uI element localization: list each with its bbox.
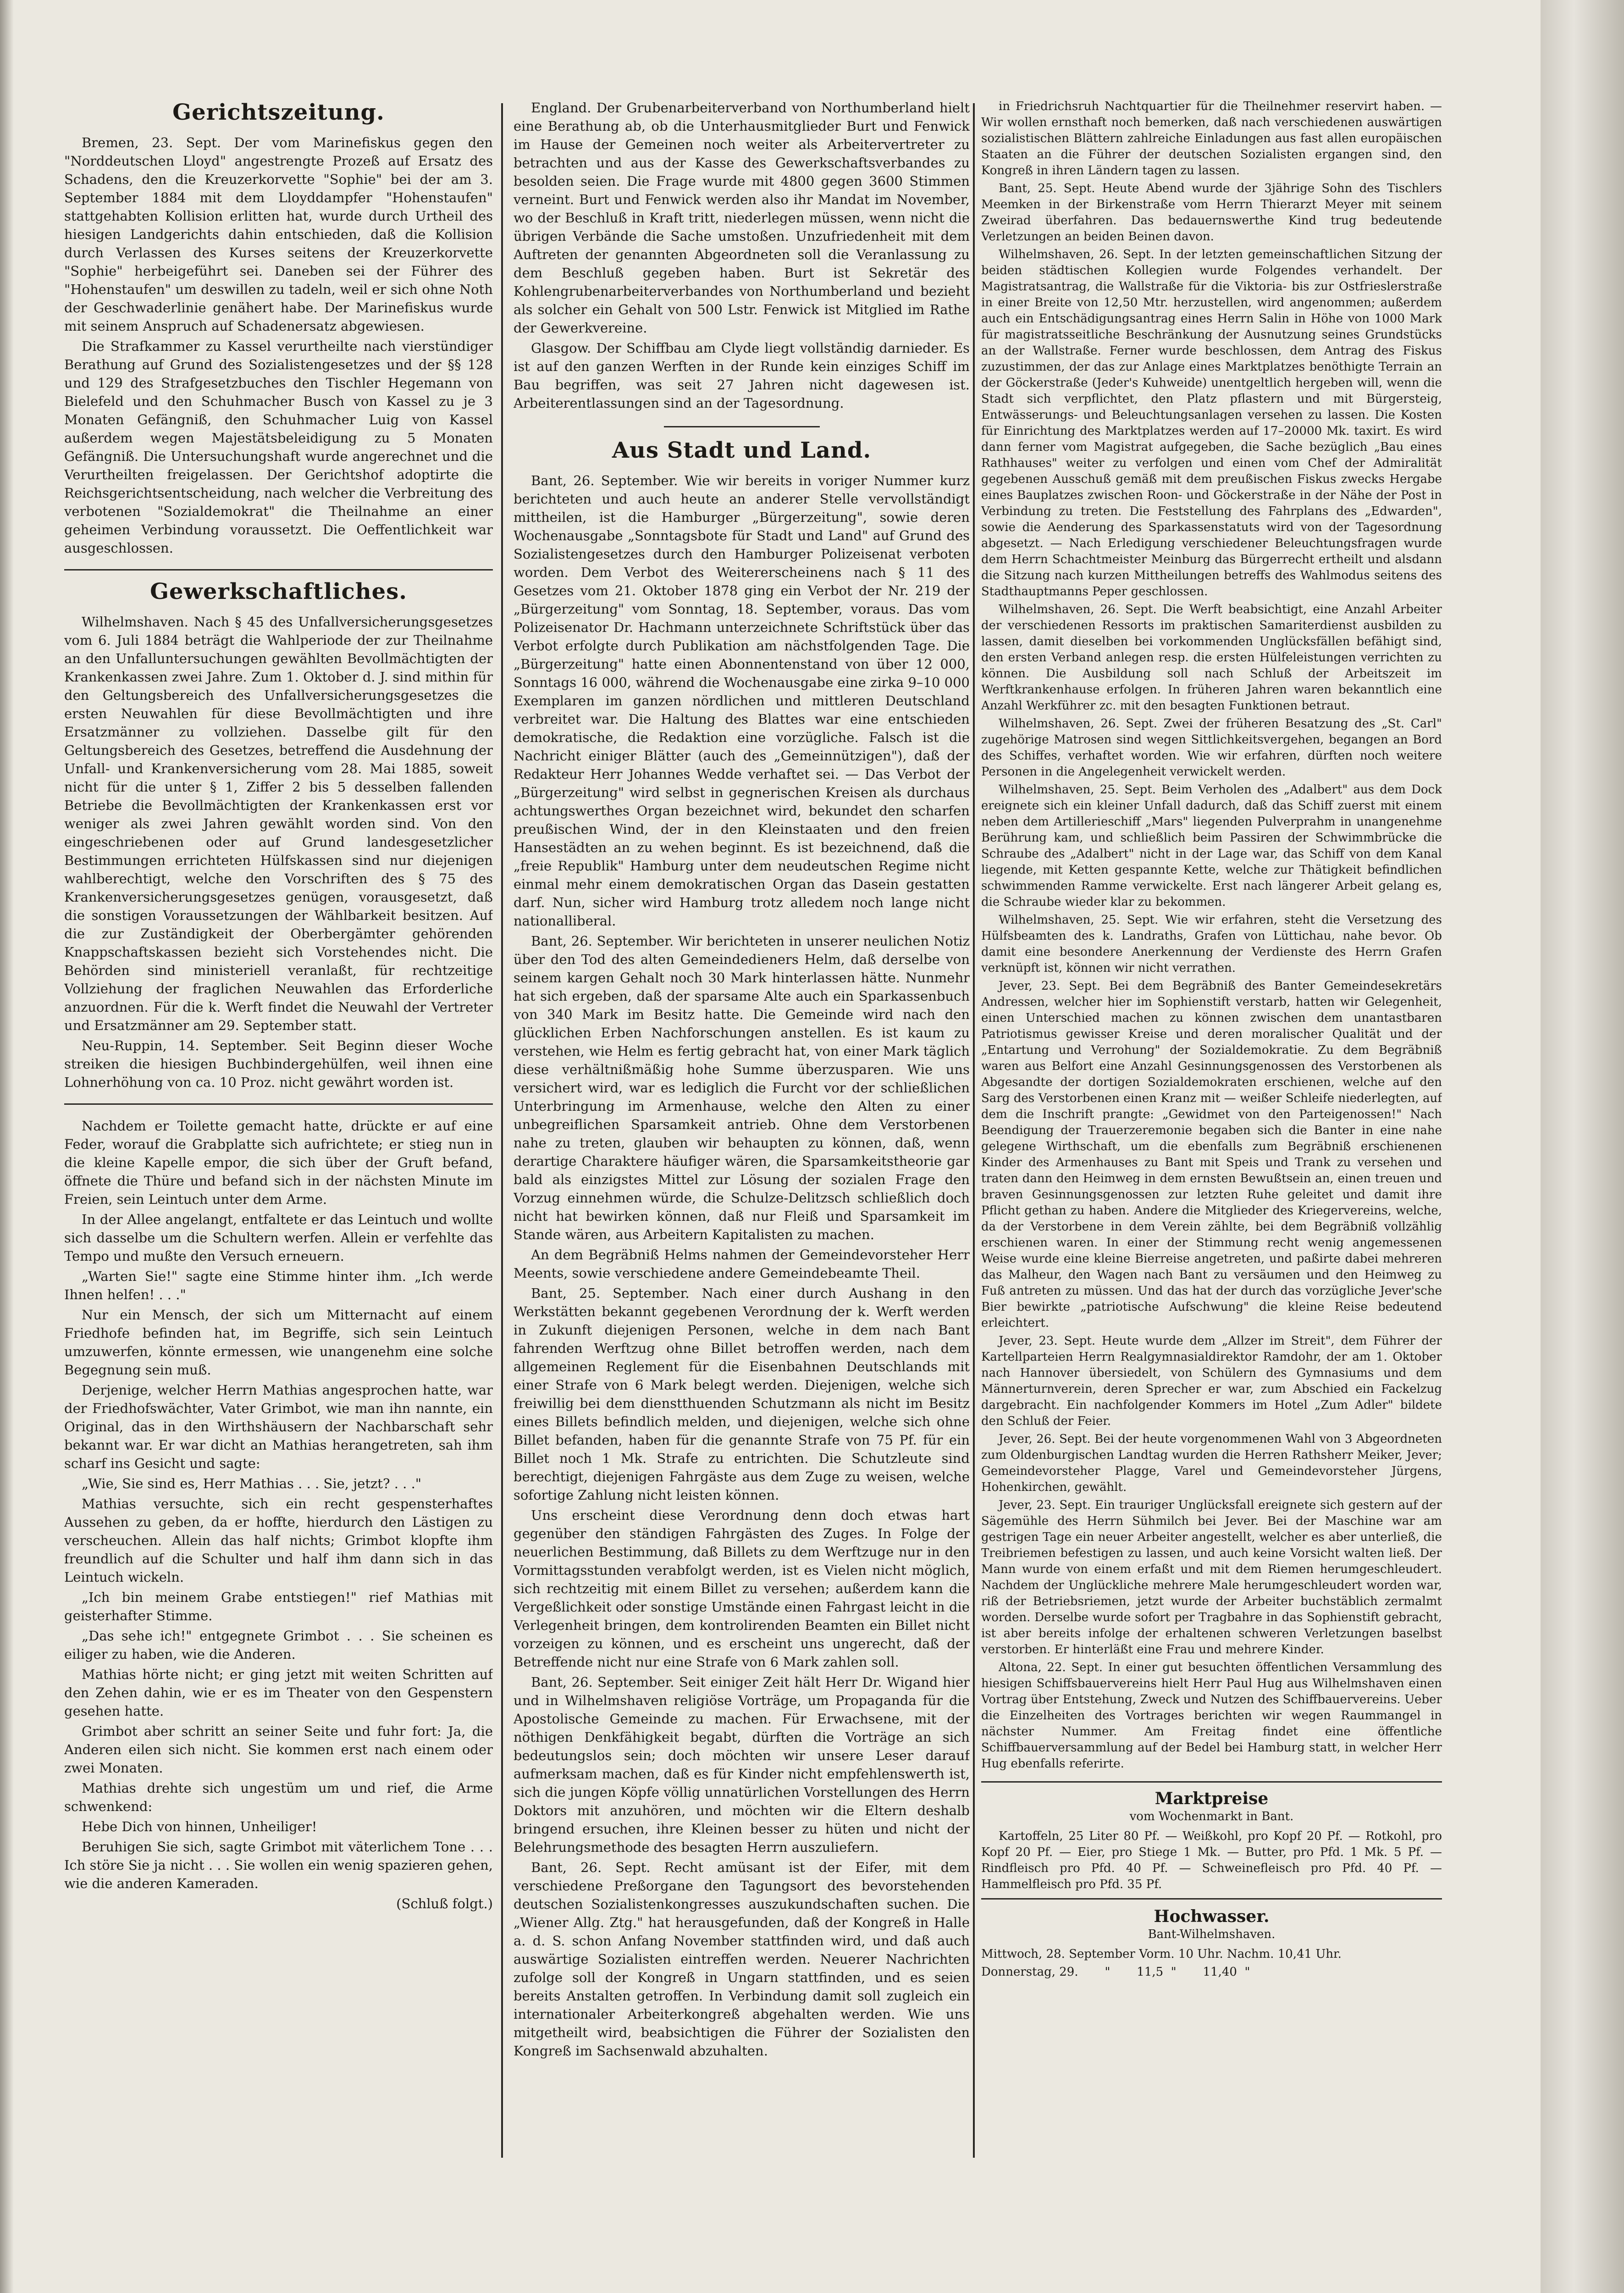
high-tide-box	[981, 1909, 1442, 1980]
divider	[664, 426, 820, 427]
article-local: Bant, 26. September. Wie wir bereits in voriger Nummer kurz berichteten und auch heute an anderer Stelle vervollständigt mittheilen, ist die Hamburger „Bürgerzeitung", sowie deren Wochenausgabe „Sonntagsbote für Stadt und Land" auf Grund des Sozialistengesetzes durch den Hamburger Polizeisenat verboten worden. Dem Verbot des Weitererscheinens nach § 11 des Gesetzes vom 21. Oktober 1878 ging ein Verbot der Nr. 219 der „Bürgerzeitung" vom Sonntag, 18. September, voraus. Das vom Polizeisenator Dr. Hachmann unterzeichnete Schriftstück über das Verbot erfolgte durch Publikation am nächstfolgenden Tage. Die „Bürgerzeitung" hatte einen Abonnentenstand von über 12 000, Sonntags 16 000, während die Wochenausgabe eine zirka 9–10 000 Exemplaren im ganzen nördlichen und mittleren Deutschland verbreitet war. Die Haltung des Blattes war eine entschieden demokratische, die Redaktion eine vorzügliche. Falsch ist die Nachricht einiger Blätter (auch des „Gemeinnützigen"), daß der Redakteur Herr Johannes Wedde verhaftet sei. — Das Verbot der „Bürgerzeitung" wird selbst in gegnerischen Kreisen als durchaus achtungswerthes Organ bezeichnet wird, bekundet den scharfen preußischen Wind, der in den Kleinstaaten und den freien Hansestädten an zu wehen beginnt. Es ist bezeichnend, daß die „freie Republik" Hamburg unter dem neudeutschen Regime nicht einmal mehr einem demokratischen Organ das Dasein gestatten darf. Nun, sicher wird Hamburg trotz alledem noch lange nicht nationalliberal.	[514, 473, 970, 929]
article-local: Jever, 26. Sept. Bei der heute vorgenommenen Wahl von 3 Abgeordneten zum Oldenburgischen Landtag wurden die Herren Rathsherr Meiker, Jever; Gemeindevorsteher Plagge, Varel und Gemeindevorsteher Jürgens, Hohenkirchen, gewählt.	[981, 1432, 1442, 1494]
feuilleton-novel	[64, 1117, 493, 1913]
page-edge	[1541, 0, 1624, 2293]
column-rule	[501, 103, 503, 2158]
novel-paragraph: „Wie, Sie sind es, Herr Mathias . . . Sie, jetzt? . . ."	[82, 1476, 422, 1491]
column-left	[64, 99, 493, 2254]
article-local: Jever, 23. Sept. Heute wurde dem „Allzer im Streit", dem Führer der Kartellparteien Herrn Realgymnasialdirektor Ramdohr, der am 1. Oktober nach Hannover übersiedelt, von Schülern des Gymnasiums und dem Männerturnverein, deren Sprecher er war, zum Abschied ein Fackelzug dargebracht. Ein nachfolgender Kommers im Hotel „Zum Adler" bildete den Schluß der Feier.	[981, 1334, 1442, 1428]
article-local: in Friedrichsruh Nachtquartier für die Theilnehmer reservirt haben. — Wir wollen ernsthaft noch bemerken, daß nach verschiedenen auswärtigen sozialistischen Blättern zahlreiche Einladungen aus fast allen europäischen Staaten an die Führer der deutschen Sozialisten ergangen sind, den Kongreß in ihren Ländern tagen zu lassen.	[981, 100, 1442, 177]
high-tide-subheading: Bant-Wilhelmshaven.	[1148, 1927, 1276, 1941]
section-heading-local: Aus Stadt und Land.	[612, 438, 872, 463]
novel-paragraph: Mathias hörte nicht; er ging jetzt mit weiten Schritten auf den Zehen dahin, wie er es im Theater von den Gespenstern gesehen hatte.	[64, 1667, 493, 1719]
article-local: Jever, 23. Sept. Bei dem Begräbniß des Banter Gemeindesekretärs Andressen, welcher hier im Sophienstift verstarb, hatten wir Gelegenheit, einen Unterschied machen zu können zwischen dem unantastbaren Patriotismus gewisser Kreise und deren moralischer Qualität und der „Entartung und Verrohung" der Sozialdemokratie. Zu dem Begräbniß waren aus Belfort eine Anzahl Gesinnungsgenossen des Verstorbenen als Abgesandte der dortigen Sozialdemokraten erschienen, welche auf den Sarg des Verstorbenen einen Kranz mit — weißer Schleife niederlegten, auf dem die Inschrift prangte: „Gewidmet von den Parteigenossen!" Nach Beendigung der Trauerzeremonie begaben sich die Banter in eine nahe gelegene Wirthschaft, um die ebenfalls zum Begräbniß erschienenen Kinder des Armenhauses zu Bant mit Speis und Trank zu versehen und traten dann den Heimweg in dem ernsten Bewußtsein an, einen treuen und braven Gesinnungsgenossen zur letzten Ruhe geleitet und damit ihre Pflicht gethan zu haben. Andere die Mitglieder des Kriegervereins, welche, da der Verstorbene in dem Verein zählte, bei dem Begräbniß vollzählig erschienen waren. In einer der Stimmung recht wenig angemessenen Weise wurde eine kleine Bierreise angetreten, und paßirte dabei mehreren das Malheur, den Wagen nach Bant zu versäumen und den Heimweg zu Fuß antreten zu müssen. Und das hat der durch das vorzügliche Jever'sche Bier bewirkte „patriotische Aufschwung" die kleine Reise bedeutend erleichtert.	[981, 979, 1442, 1330]
market-prices-subheading: vom Wochenmarkt in Bant.	[1129, 1810, 1294, 1823]
market-prices-heading: Marktpreise	[1154, 1789, 1269, 1808]
article-local: Wilhelmshaven, 26. Sept. In der letzten gemeinschaftlichen Sitzung der beiden städtischen Kollegien wurde Folgendes verhandelt. Der Magistratsantrag, die Wallstraße für die Viktoria- bis zur Ostfrieslerstraße in einer Breite von 12,50 Mtr. herzustellen, wird angenommen; außerdem auch ein Entschädigungsantrag eines Herrn Salin in Höhe von 1000 Mark für magistratsseitliche Beschränkung der Ausnutzung seines Grundstücks an der Wallstraße. Ferner wurde beschlossen, dem Antrag des Fiskus zuzustimmen, der das zur Anlage eines Marktplatzes benöthigte Terrain an der Göckerstraße (Jeder's Kuhweide) unentgeltlich hergeben will, wenn die Stadt sich verpflichtet, den Platz pflastern und mit Bürgersteig, Entwässerungs- und Beleuchtungsanlagen versehen zu lassen. Die Kosten für Einrichtung des Marktplatzes werden auf 17–20000 Mk. taxirt. Es wird dann ferner vom Magistrat aufgegeben, die Sache bezüglich „Bau eines Rathhauses" weiter zu verfolgen und einen vom Chef der Admiralität gegebenen Ausschuß gemäß mit dem preußischen Fiskus zwecks Hergabe eines Bauplatzes zwischen Roon- und Göckerstraße in der Nähe der Post in Verbindung zu treten. Die Feststellung des Fahrplans des „Edwarden", sowie die Aenderung des Sparkassenstatuts wird von der Tagesordnung abgesetzt. — Nach Erledigung verschiedener Beleuchtungsfragen wurde dem Herrn Schachtmeister Meinburg das Bürgerrecht ertheilt und alsdann die Sitzung nach kurzen Mittheilungen betreffs des Wahlmodus seitens des Stadthauptmanns Peper geschlossen.	[981, 248, 1442, 598]
article-local: Wilhelmshaven, 25. Sept. Wie wir erfahren, steht die Versetzung des Hülfsbeamten des k. Landraths, Grafen von Lüttichau, nahe bevor. Ob damit eine besondere Anerkennung der Verdienste des Herrn Grafen verknüpft ist, können wir nicht verrathen.	[981, 913, 1442, 975]
column-right	[981, 99, 1442, 2259]
article-england: England. Der Grubenarbeiterverband von Northumberland hielt eine Berathung ab, ob die Unterhausmitglieder Burt und Fenwick im Hause der Gemeinen noch weiter als Arbeitervertreter zu betrachten und aus der Kasse des Gewerkschaftsverbandes zu besolden seien. Die Frage wurde mit 4800 gegen 3600 Stimmen verneint. Burt und Fenwick werden also ihr Mandat im November, wo der Beschluß in Kraft tritt, niederlegen müssen, wenn nicht die übrigen Verbände die Sache umstoßen. Unzufriedenheit mit dem Auftreten der genannten Abgeordneten soll die Veranlassung zu dem Beschluß gegeben haben. Burt ist Sekretär des Kohlengrubenarbeiterverbandes von Northumberland und bezieht als solcher ein Gehalt von 500 Lstr. Fenwick ist Mitglied im Rathe der Gewerkvereine.	[514, 100, 970, 336]
novel-paragraph: Nur ein Mensch, der sich um Mitternacht auf einem Friedhofe befinden hat, im Begriffe, sich sein Leintuch umzuwerfen, könnte ermessen, wie unangenehm eine solche Begegnung sein muß.	[64, 1307, 493, 1378]
article-glasgow: Glasgow. Der Schiffbau am Clyde liegt vollständig darnieder. Es ist auf den ganzen Werften in der Runde kein einziges Schiff im Bau begriffen, was seit 27 Jahren nicht dagewesen ist. Arbeiterentlassungen sind an der Tagesordnung.	[514, 340, 970, 411]
novel-paragraph: Derjenige, welcher Herrn Mathias angesprochen hatte, war der Friedhofswächter, Vater Grimbot, wie man ihn nannte, ein Original, das in den Wirthshäusern der Nachbarschaft sehr bekannt war. Er war dicht an Mathias herangetreten, sah ihm scharf ins Gesicht und sagte:	[64, 1382, 493, 1471]
divider	[64, 569, 493, 570]
high-tide-heading: Hochwasser.	[1154, 1907, 1270, 1926]
article-local: Wilhelmshaven, 26. Sept. Die Werft beabsichtigt, eine Anzahl Arbeiter der verschiedenen Ressorts im praktischen Samariterdienst ausbilden zu lassen, damit dieselben bei vorkommenden Unglücksfällen befähigt sind, den ersten Verband anlegen resp. die ersten Hülfeleistungen verrichten zu können. Die Ausbildung soll nach Schluß der Arbeitszeit im Werftkrankenhause erfolgen. In früheren Jahren waren bekanntlich eine Anzahl Werkführer zc. mit den besagten Funktionen betraut.	[981, 603, 1442, 713]
article-local: Bant, 26. September. Wir berichteten in unserer neulichen Notiz über den Tod des alten Gemeindedieners Helm, daß derselbe von seinem kargen Gehalt noch 30 Mark hinterlassen hätte. Nunmehr hat sich ergeben, daß der sparsame Alte auch ein Sparkassenbuch von 340 Mark im Besitz hatte. Die Gemeinde wird nach den glücklichen Erben Nachforschungen anstellen. Es ist kaum zu verstehen, wie Helm es fertig gebracht hat, von einer Mark täglich diese verhältnißmäßig hohe Summe überzusparen. Wie uns versichert wird, war es lediglich die Furcht vor der schließlichen Unterbringung im Armenhause, welche den Alten zu einer unbegreiflichen Sparsamkeit antrieb. Ohne dem Verstorbenen nahe zu treten, glauben wir behaupten zu können, daß, wenn derartige Charaktere häufiger wären, die Sparsamkeitstheorie gar bald als einzigstes Mittel zur Lösung der sozialen Frage den Vorzug einnehmen würde, die Schulze-Delitzsch schließlich doch nicht hat bewirken können, daß nur Fleiß und Sparsamkeit im Stande wären, aus Arbeitern Kapitalisten zu machen.	[514, 933, 970, 1242]
novel-paragraph: Mathias drehte sich ungestüm um und rief, die Arme schwenkend:	[64, 1780, 493, 1814]
novel-paragraph: Mathias versuchte, sich ein recht gespensterhaftes Aussehen zu geben, da er hoffte, hierdurch den Lästigen zu verscheuchen. Allein das half nichts; Grimbot klopfte ihm freundlich auf die Schulter und half ihm dann sich in das Leintuch wickeln.	[64, 1496, 493, 1585]
section-heading-court: Gerichtszeitung.	[172, 100, 385, 125]
market-prices-list: Kartoffeln, 25 Liter 80 Pf. — Weißkohl, pro Kopf 20 Pf. — Rotkohl, pro Kopf 20 Pf. — Eier, pro Stiege 1 Mk. — Butter, pro Pfd. 1 Mk. 5 Pf. — Rindfleisch pro Pfd. 40 Pf. — Schweinefleisch pro Pfd. 40 Pf. — Hammelfleisch pro Pfd. 35 Pf.	[981, 1829, 1442, 1891]
novel-paragraph: „Das sehe ich!" entgegnete Grimbot . . . Sie scheinen es eiliger zu haben, wie die Anderen.	[64, 1628, 493, 1662]
section-heading-unions: Gewerkschaftliches.	[150, 579, 407, 604]
column-rule	[973, 103, 975, 2158]
column-middle	[514, 99, 970, 2217]
novel-paragraph: Nachdem er Toilette gemacht hatte, drückte er auf eine Feder, worauf die Grabplatte sich aufrichtete; er stieg nun in die kleine Kapelle empor, die sich über der Gruft befand, öffnete die Thüre und befand sich in der nächsten Minute im Freien, sein Leintuch unter dem Arme.	[64, 1118, 493, 1207]
high-tide-row: Mittwoch, 28. September Vorm. 10 Uhr. Nachm. 10,41 Uhr.	[981, 1947, 1342, 1961]
article-local: Wilhelmshaven, 25. Sept. Beim Verholen des „Adalbert" aus dem Dock ereignete sich ein kleiner Unfall dadurch, daß das Schiff zuerst mit einem neben dem Artillerieschiff „Mars" liegenden Pulverprahm in unangenehme Berührung kam, und schließlich beim Passiren der Schwimmbrücke die Schraube des „Adalbert" nicht in der Lage war, das Schiff von dem Kanal liegende, mit Ketten gespannte Kette, welche zur Thätigkeit befindlichen schwimmenden Ramme verwickelte. Erst nach längerer Arbeit gelang es, die Schraube wieder klar zu bekommen.	[981, 783, 1442, 909]
article-local: Wilhelmshaven, 26. Sept. Zwei der früheren Besatzung des „St. Carl" zugehörige Matrosen sind wegen Sittlichkeitsvergehen, begangen an Bord des Schiffes, verhaftet worden. Wie wir erfahren, dürften noch weitere Personen in die Angelegenheit verwickelt werden.	[981, 717, 1442, 779]
novel-paragraph: „Warten Sie!" sagte eine Stimme hinter ihm. „Ich werde Ihnen helfen! . . ."	[64, 1268, 493, 1302]
novel-paragraph: Beruhigen Sie sich, sagte Grimbot mit väterlichem Tone . . . Ich störe Sie ja nicht . . . Sie wollen ein wenig spazieren gehen, wie die anderen Kameraden.	[64, 1839, 493, 1891]
high-tide-row: Donnerstag, 29. " 11,5 " 11,40 "	[981, 1965, 1250, 1979]
article-local: An dem Begräbniß Helms nahmen der Gemeindevorsteher Herr Meents, sowie verschiedene andere Gemeindebeamte Theil.	[514, 1247, 970, 1281]
article-local: Bant, 25. September. Nach einer durch Aushang in den Werkstätten bekannt gegebenen Verordnung der k. Werft werden in Zukunft diejenigen Personen, welche in dem nach Bant fahrenden Werftzug ohne Billet betroffen werden, nach dem allgemeinen Reglement für die Eisenbahnen Deutschlands mit einer Strafe von 6 Mark belegt werden. Diejenigen, welche sich freiwillig bei dem dienstthuenden Schutzmann als nicht im Besitz eines Billets befindlich melden, und diejenigen, welche sich ohne Billet befanden, haben für die genannte Strafe von 75 Pf. für ein Billet noch 1 Mk. Strafe zu entrichten. Die Schutzleute sind berechtigt, diejenigen Fahrgäste aus dem Zuge zu weisen, welche sofortige Zahlung nicht leisten können.	[514, 1285, 970, 1503]
page-gutter-shadow	[0, 0, 14, 2293]
divider	[64, 1103, 493, 1105]
novel-paragraph: In der Allee angelangt, entfaltete er das Leintuch und wollte sich dasselbe um die Schultern werfen. Allein er verfehlte das Tempo und mußte den Versuch erneuern.	[64, 1212, 493, 1264]
article-local: Jever, 23. Sept. Ein trauriger Unglücksfall ereignete sich gestern auf der Sägemühle des Herrn Sühmilch bei Jever. Bei der Maschine war am gestrigen Tage ein neuer Arbeiter angestellt, welcher es aber unterließ, die Treibriemen befestigen zu lassen, und auch keine Vorsicht walten ließ. Der Mann wurde von einem erfaßt und mit dem Riemen herumgeschleudert. Nachdem der Unglückliche mehrere Male herumgeschleudert worden war, riß der Betriebsriemen, jetzt wurde der Arbeiter buchstäblich zermalmt worden. Derselbe wurde sofort per Tragbahre in das Sophienstift gebracht, ist aber bereits infolge der erhaltenen schweren Verletzungen baselbst verstorben. Er hinterläßt eine Frau und mehrere Kinder.	[981, 1498, 1442, 1656]
novel-paragraph: „Ich bin meinem Grabe entstiegen!" rief Mathias mit geisterhafter Stimme.	[64, 1590, 493, 1623]
novel-continuation-note: (Schluß folgt.)	[396, 1896, 493, 1911]
article-local: Uns erscheint diese Verordnung denn doch etwas hart gegenüber den ständigen Fahrgästen des Zuges. In Folge der neuerlichen Bestimmung, daß Billets zu dem Werftzuge nur in den Vormittagsstunden verabfolgt werden, ist es Vielen nicht möglich, sich rechtzeitig mit einem Billet zu versehen; außerdem kann die Vergeßlichkeit oder sonstige Umstände einen Fahrgast leicht in die Verlegenheit bringen, dem kontrolirenden Beamten ein Billet nicht vorzeigen zu können, und es erscheint uns ungerecht, daß der Betreffende nicht nur eine Strafe von 6 Mark zahlen soll.	[514, 1507, 970, 1670]
article-local: Bant, 25. Sept. Heute Abend wurde der 3jährige Sohn des Tischlers Meemken in der Birkenstraße vom Herrn Thierarzt Meyer mit seinem Zweirad überfahren. Das bedauernswerthe Kind trug bedeutende Verletzungen an beiden Beinen davon.	[981, 182, 1442, 244]
article-court-bremen: Bremen, 23. Sept. Der vom Marinefiskus gegen den "Norddeutschen Lloyd" angestrengte Prozeß auf Ersatz des Schadens, den die Kreuzerkorvette "Sophie" bei der am 3. September 1884 mit dem Lloyddampfer "Hohenstaufen" stattgehabten Kollision erlitten hat, wurde durch Urtheil des hiesigen Landgerichts dahin entschieden, daß die Kollision durch Verlassen des Kurses seitens der Kreuzerkorvette "Sophie" herbeigeführt sei. Daneben sei der Führer des "Hohenstaufen" um deswillen zu tadeln, weil er sich ohne Noth der Geschwaderlinie genähert habe. Der Marinefiskus wurde mit seinem Anspruch auf Schadenersatz abgewiesen.	[64, 135, 493, 334]
article-local: Bant, 26. September. Seit einiger Zeit hält Herr Dr. Wigand hier und in Wilhelmshaven religiöse Vorträge, um Propaganda für die Apostolische Gemeinde zu machen. Für Erwachsene, mit der nöthigen Denkfähigkeit begabt, dürften die Vorträge an sich bedeutungslos sein; doch möchten wir unsere Leser darauf aufmerksam machen, daß es für Kinder nicht empfehlenswerth ist, sich die jungen Köpfe völlig unnatürlichen Vorstellungen des Herrn Doktors mit anzuhören, und möchten wir die Eltern deshalb bringend ersuchen, ihre Kleinen besser zu hüten und nicht der Belehrungsmethode des besagten Herrn auszuliefern.	[514, 1674, 970, 1855]
article-local: Bant, 26. Sept. Recht amüsant ist der Eifer, mit dem verschiedene Preßorgane den Tagungsort des bevorstehenden deutschen Sozialistenkongresses auszukundschaften suchen. Die „Wiener Allg. Ztg." hat herausgefunden, daß der Kongreß in Halle a. d. S. schon Anfang November stattfinden wird, und daß auch auswärtige Sozialisten eintreffen werden. Neuerer Nachrichten zufolge soll der Kongreß in Ungarn stattfinden, und es seien bereits Anstalten getroffen. In Verbindung damit soll zugleich ein internationaler Arbeiterkongreß abgehalten werden. Wie uns mitgetheilt wird, beabsichtigen die Führer der Sozialisten den Kongreß im Sachsenwald abzuhalten.	[514, 1860, 970, 2059]
article-court-kassel: Die Strafkammer zu Kassel verurtheilte nach vierstündiger Berathung auf Grund des Sozialistengesetzes und der §§ 128 und 129 des Strafgesetzbuches den Tischler Hegemann von Bielefeld und den Schuhmacher Busch von Kassel zu je 3 Monaten Gefängniß, den Schuhmacher Luig von Kassel außerdem wegen Majestätsbeleidigung zu 5 Monaten Gefängniß. Die Untersuchungshaft wurde angerechnet und die Verurtheilten freigelassen. Der Gerichtshof adoptirte die Reichsgerichtsentscheidung, nach welcher die Verbreitung des verbotenen "Sozialdemokrat" die Theilnahme an einer geheimen Verbindung voraussetzt. Die Oeffentlichkeit war ausgeschlossen.	[64, 338, 493, 556]
market-prices-box	[981, 1781, 1442, 1900]
article-union-wilhelmshaven: Wilhelmshaven. Nach § 45 des Unfallversicherungsgesetzes vom 6. Juli 1884 beträgt die Wahlperiode der zur Theilnahme an den Unfalluntersuchungen gewählten Bevollmächtigten der Krankenkassen zwei Jahre. Zum 1. Oktober d. J. sind mithin für den Geltungsbereich des Unfallversicherungsgesetzes die ersten Neuwahlen für diese Bevollmächtigten und ihre Ersatzmänner zu vollziehen. Dasselbe gilt für den Geltungsbereich des Gesetzes, betreffend die Ausdehnung der Unfall- und Krankenversicherung vom 28. Mai 1885, soweit nicht für die unter § 1, Ziffer 2 bis 5 desselben fallenden Betriebe die Bevollmächtigten der Krankenkassen erst vor weniger als zwei Jahren gewählt worden sind. Von den eingeschriebenen oder auf Grund landesgesetzlicher Bestimmungen errichteten Hülfskassen sind nur diejenigen wahlberechtigt, welche den Vorschriften des § 75 des Krankenversicherungsgesetzes genügen, vorausgesetzt, daß die sonstigen Voraussetzungen der Wählbarkeit besitzen. Auf die zur Zuständigkeit der Oberbergämter gehörenden Knappschaftskassen bezieht sich Vorstehendes nicht. Die Behörden sind ministeriell veranlaßt, für rechtzeitige Vollziehung der fraglichen Neuwahlen das Erforderliche anzuordnen. Für die k. Werft findet die Neuwahl der Vertreter und Ersatzmänner am 29. September statt.	[64, 614, 493, 1033]
article-local: Altona, 22. Sept. In einer gut besuchten öffentlichen Versammlung des hiesigen Schiffsbauervereins hielt Herr Paul Hug aus Wilhelmshaven einen Vortrag über Entstehung, Zweck und Nutzen des Schiffbauervereins. Ueber die Einzelheiten des Vortrages berichten wir wegen Raummangel in nächster Nummer. Am Freitag findet eine öffentliche Schiffbauerversammlung auf der Bedel bei Hamburg statt, in welcher Herr Hug ebenfalls referirte.	[981, 1661, 1442, 1771]
novel-paragraph: Hebe Dich von hinnen, Unheiliger!	[82, 1819, 317, 1834]
novel-paragraph: Grimbot aber schritt an seiner Seite und fuhr fort: Ja, die Anderen eilen sich nicht. Sie kommen erst nach einem oder zwei Monaten.	[64, 1723, 493, 1776]
article-union-neuruppin: Neu-Ruppin, 14. September. Seit Beginn dieser Woche streiken die hiesigen Buchbindergehülfen, weil ihnen eine Lohnerhöhung von ca. 10 Proz. nicht gewährt worden ist.	[64, 1038, 493, 1090]
